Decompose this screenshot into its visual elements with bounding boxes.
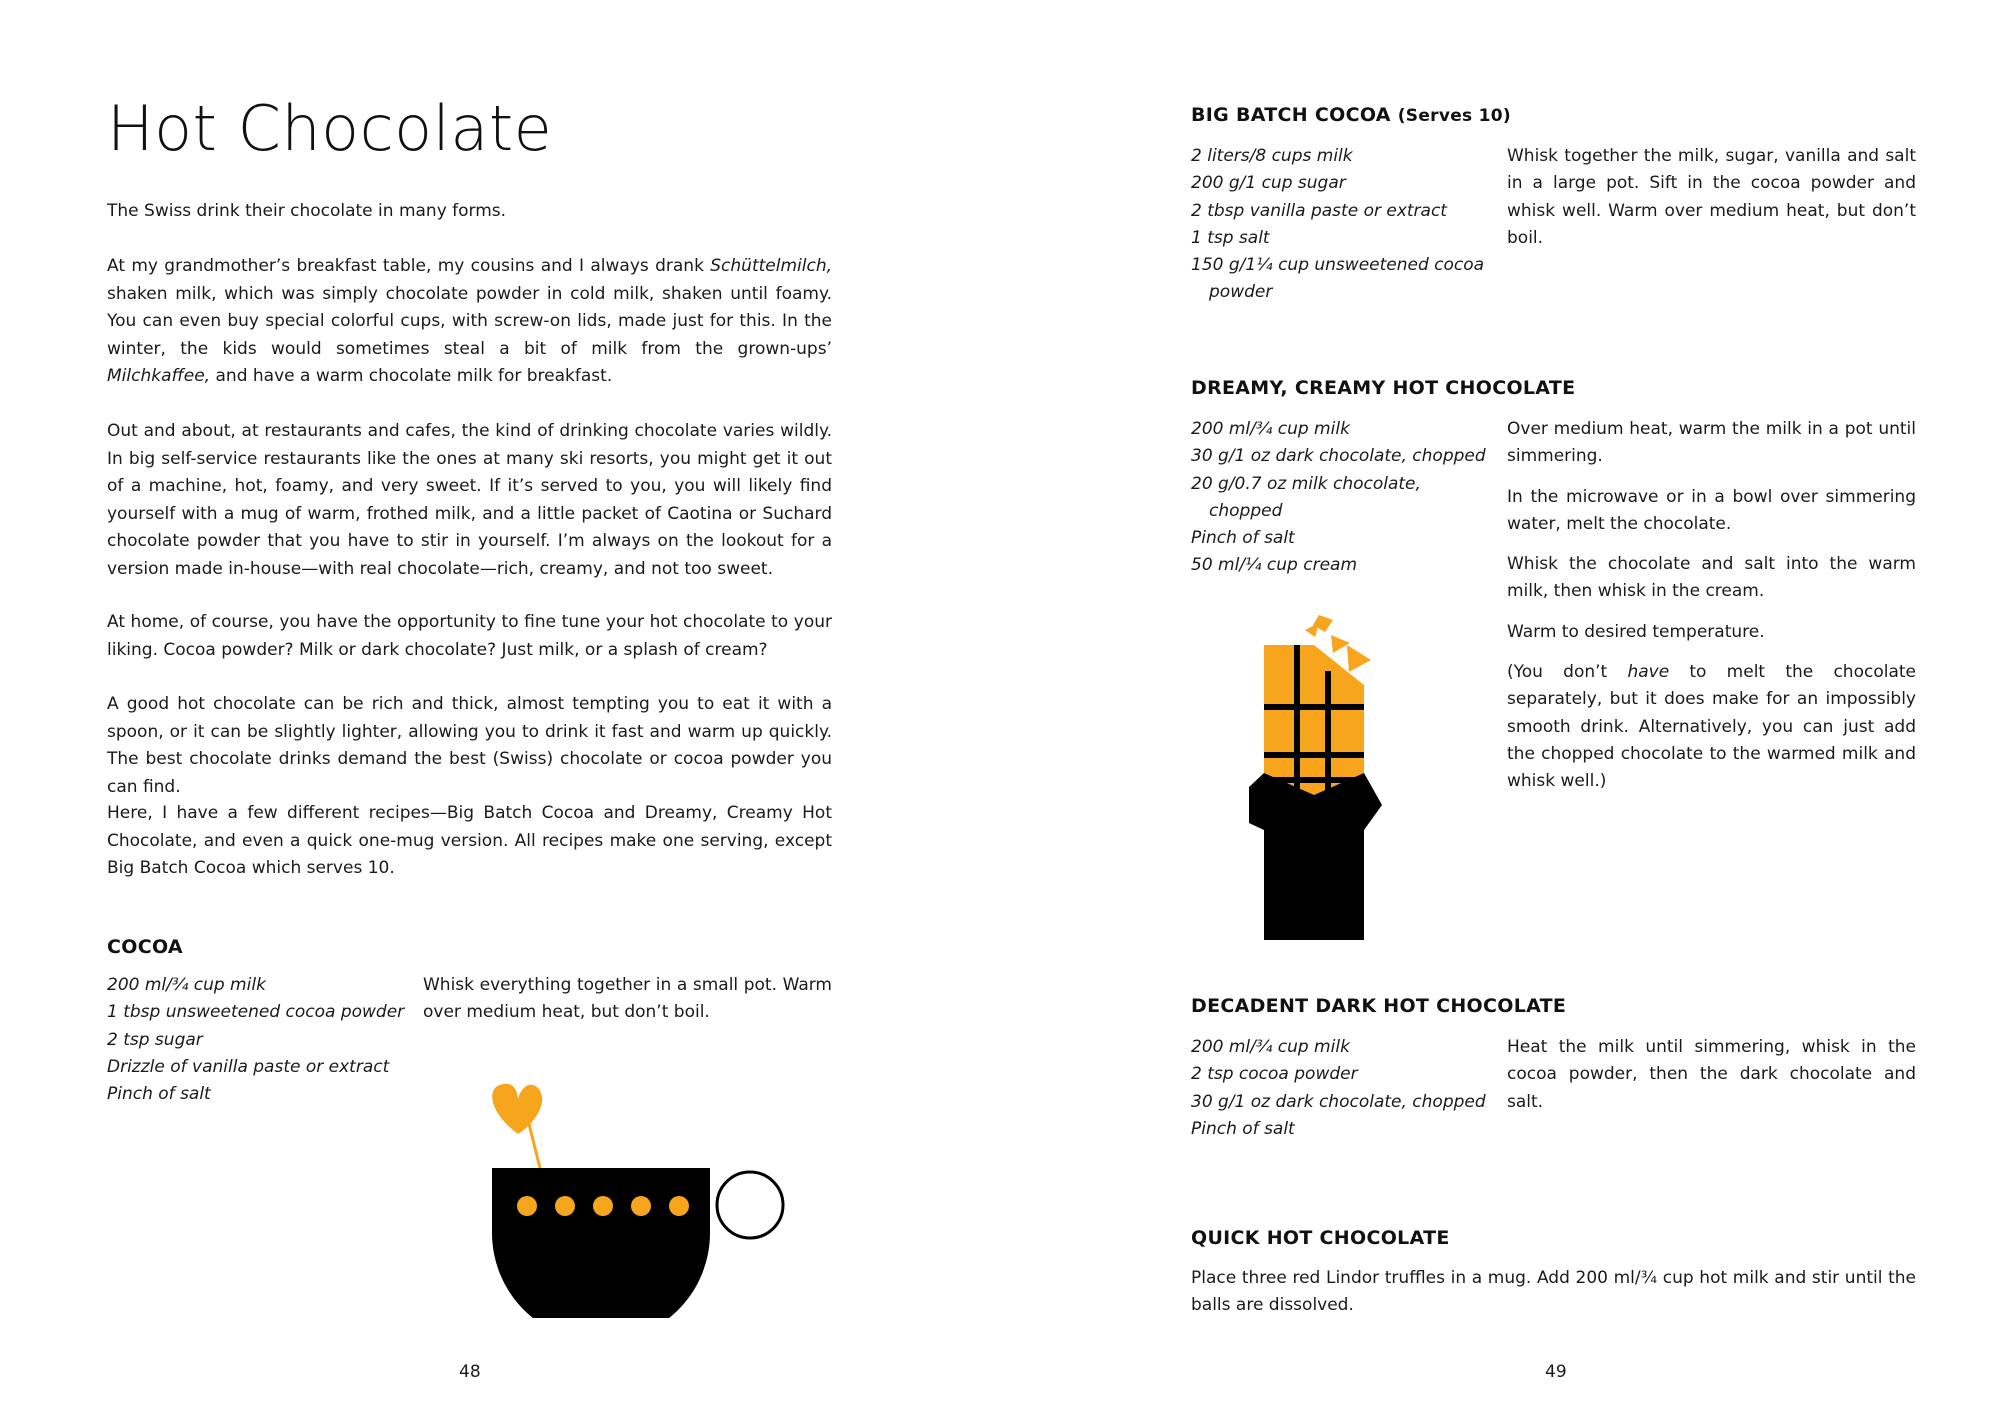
dreamy-ingredients	[1191, 416, 1486, 580]
paragraph-recipes: Here, I have a few different recipes—Big Batch Cocoa and Dreamy, Creamy Hot Chocolate, and even a quick one-mug version. All recipes make one serving, except Big Batch Cocoa which serves 10.	[107, 803, 832, 878]
ingredient: 2 tbsp vanilla paste or extract	[1191, 200, 1447, 221]
ingredient: 2 liters/8 cups milk	[1191, 146, 1353, 166]
quick-method: Place three red Lindor truffles in a mug. Add 200 ml/¾ cup hot milk and stir until the balls are dissolved.	[1191, 1268, 1916, 1316]
cocoa-ingredients	[107, 972, 407, 1108]
decadent-method: Heat the milk until simmering, whisk in the cocoa powder, then the dark chocolate and salt.	[1507, 1037, 1916, 1112]
page-number: 48	[459, 1362, 481, 1382]
ingredient: 2 tsp sugar	[107, 1029, 203, 1050]
cocoa-method: Whisk everything together in a small pot. Warm over medium heat, but don’t boil.	[423, 975, 832, 1023]
big-batch-method: Whisk together the milk, sugar, vanilla and salt in a large pot. Sift in the cocoa powder and whisk well. Warm over medium heat, but don’t boil.	[1507, 146, 1916, 248]
dreamy-heading: DREAMY, CREAMY HOT CHOCOLATE	[1191, 377, 1576, 399]
ingredient: 1 tbsp unsweetened cocoa powder	[107, 1002, 405, 1023]
ingredient: 30 g/1 oz dark chocolate, chopped	[1191, 1091, 1486, 1112]
ingredient: 20 g/0.7 oz milk chocolate, chopped	[1191, 473, 1421, 521]
big-batch-heading: BIG BATCH COCOA (Serves 10)	[1191, 104, 1512, 126]
paragraph-grandmother: At my grandmother’s breakfast table, my cousins and I always drank Schüttelmilch, shaken milk, which was simply chocolate powder in cold milk, shaken until foamy. You can even buy special colorful cups, with screw-on lids, made just for this. In the winter, the kids would sometimes steal a bit of milk from the grown-ups’ Milchkaffee, and have a warm chocolate milk for breakfast.	[107, 256, 832, 386]
mug-with-heart-icon	[470, 1078, 790, 1318]
paragraph-restaurants: Out and about, at restaurants and cafes, the kind of drinking chocolate varies wildly. In big self-service restaurants like the ones at many ski resorts, you might get it out of a machine, hot, foamy, and very sweet. If it’s served to you, you will likely find yourself with a mug of warm, frothed milk, and a little packet of Caotina or Suchard chocolate powder that you have to stir in yourself. I’m always on the lookout for a version made in-house—with real chocolate—rich, creamy, and not too sweet.	[107, 421, 832, 579]
cocoa-heading: COCOA	[107, 936, 183, 958]
ingredient: 200 g/1 cup sugar	[1191, 173, 1346, 194]
ingredient: 200 ml/¾ cup milk	[1191, 419, 1350, 439]
chocolate-bar-icon	[1209, 605, 1449, 945]
ingredient: Pinch of salt	[1191, 1118, 1295, 1139]
ingredient: 1 tsp salt	[1191, 227, 1270, 248]
paragraph-home: At home, of course, you have the opportunity to fine tune your hot chocolate to your liking. Cocoa powder? Milk or dark chocolate? Just milk, or a splash of cream?	[107, 612, 832, 660]
decadent-heading: DECADENT DARK HOT CHOCOLATE	[1191, 995, 1567, 1017]
ingredient: Pinch of salt	[1191, 528, 1295, 549]
right-page	[1004, 0, 2008, 1417]
big-batch-ingredients	[1191, 143, 1486, 307]
ingredient: 50 ml/¼ cup cream	[1191, 555, 1358, 576]
decadent-ingredients	[1191, 1034, 1486, 1143]
ingredient: 200 ml/¾ cup milk	[107, 975, 266, 995]
ingredient: 30 g/1 oz dark chocolate, chopped	[1191, 446, 1486, 467]
page-number: 49	[1545, 1362, 1567, 1382]
intro-paragraph: The Swiss drink their chocolate in many forms.	[107, 201, 507, 221]
ingredient: 150 g/1¼ cup unsweetened cocoa powder	[1191, 255, 1485, 303]
ingredient: Drizzle of vanilla paste or extract	[107, 1056, 390, 1077]
paragraph-rich-thick: A good hot chocolate can be rich and thick, almost tempting you to eat it with a spoon, or it can be slightly lighter, allowing you to drink it fast and warm up quickly. The best chocolate drinks demand the best (Swiss) chocolate or cocoa powder you can find.	[107, 694, 832, 797]
ingredient: 200 ml/¾ cup milk	[1191, 1037, 1350, 1057]
ingredient: 2 tsp cocoa powder	[1191, 1064, 1358, 1085]
page-title: Hot Chocolate	[107, 92, 553, 165]
quick-heading: QUICK HOT CHOCOLATE	[1191, 1227, 1450, 1249]
dreamy-method: Over medium heat, warm the milk in a pot until simmering. In the microwave or in a bowl over simmering water, melt the chocolate. Whisk the chocolate and salt into the warm milk, then whisk in the cream. Warm to desired temperature. (You don’t have to melt the chocolate separately, but it does make for an impossibly smooth drink. Alternatively, you can just add the chopped chocolate to the warmed milk and whisk well.)	[1507, 416, 1916, 809]
ingredient: Pinch of salt	[107, 1084, 211, 1105]
dreamy-method-note: (You don’t have to melt the chocolate separately, but it does make for an impossibly smooth drink. Alternatively, you can just add the chopped chocolate to the warmed milk and whisk well.)	[1507, 662, 1916, 792]
